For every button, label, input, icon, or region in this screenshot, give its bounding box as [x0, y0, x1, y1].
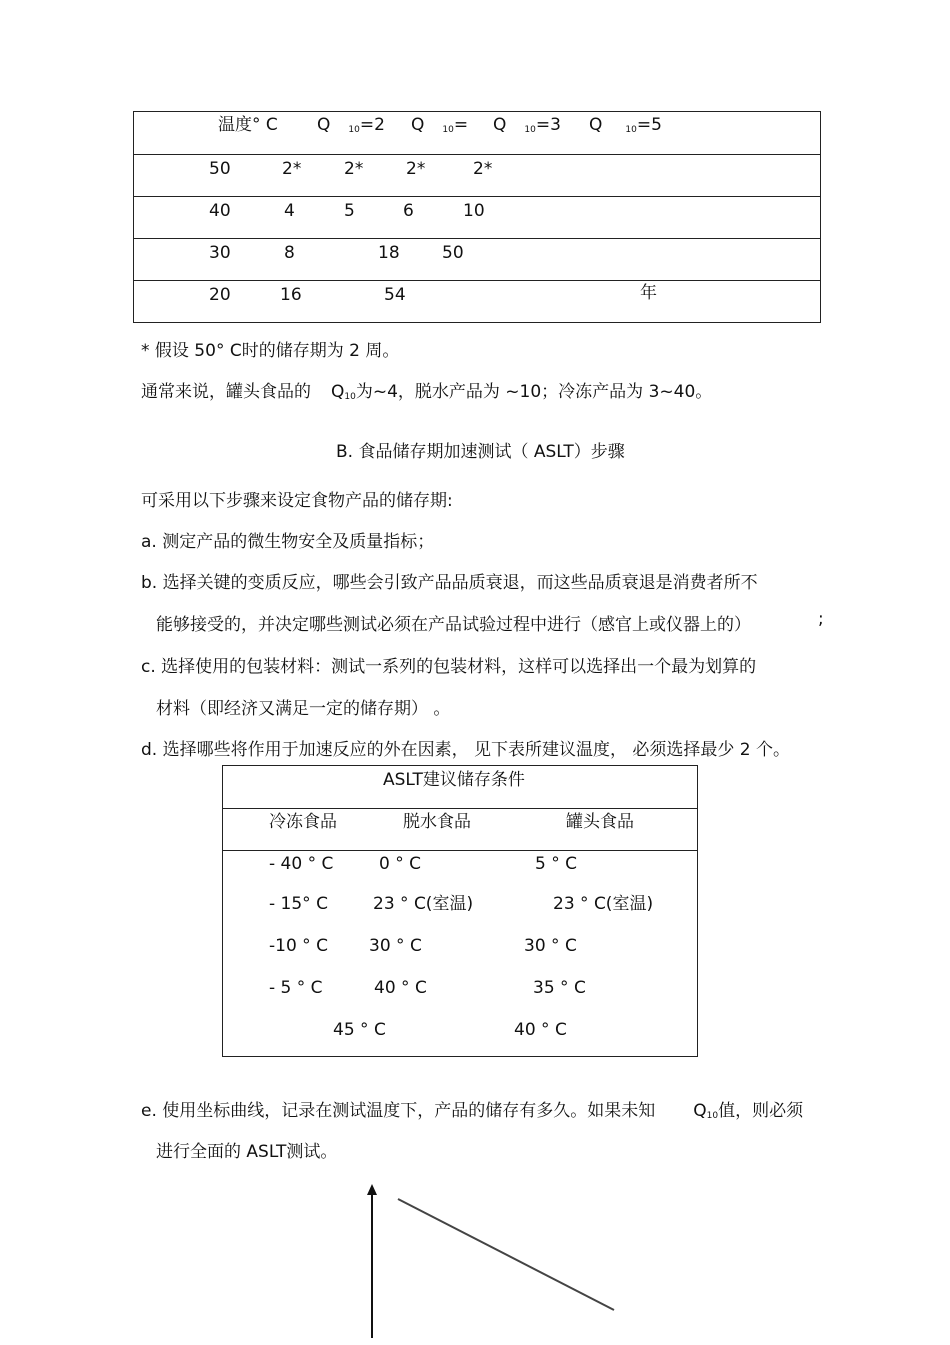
- table-divider: [223, 850, 697, 851]
- table-row: [134, 196, 820, 239]
- cell-value: 10: [463, 201, 485, 221]
- table-row: [134, 238, 820, 281]
- cell-value: 2*: [406, 159, 426, 179]
- header-q10-5: Q $_{10}$=5: [589, 115, 662, 135]
- cell-canned: 30 ° C: [524, 936, 577, 956]
- cell-value: 16: [280, 285, 302, 305]
- cell-canned: 35 ° C: [533, 978, 586, 998]
- header-temp: 温度° C: [218, 115, 278, 135]
- cell-dehydrated: 0 ° C: [379, 854, 421, 874]
- cell-temp: 40: [209, 201, 231, 221]
- header-canned: 罐头食品: [566, 812, 634, 832]
- cell-value: 18: [378, 243, 400, 263]
- cell-unit: 年: [640, 283, 657, 303]
- q10-table-header: [134, 112, 820, 154]
- cell-temp: 30: [209, 243, 231, 263]
- footnote: * 假设 50° C时的储存期为 2 周。: [141, 341, 400, 361]
- step-c-line1: c. 选择使用的包装材料：测试一系列的包装材料，这样可以选择出一个最为划算的: [141, 657, 757, 677]
- header-q10-3: Q $_{10}$=3: [493, 115, 561, 135]
- aslt-table-title: ASLT建议储存条件: [383, 770, 525, 790]
- cell-canned: 23 ° C(室温): [553, 894, 654, 914]
- cell-dehydrated: 40 ° C: [374, 978, 427, 998]
- header-q10-eq: Q $_{10}$=: [411, 115, 469, 135]
- table-row: [134, 154, 820, 197]
- cell-canned: 40 ° C: [514, 1020, 567, 1040]
- q10-note: 通常来说，罐头食品的 $Q_{10}$为~4，脱水产品为 ~10；冷冻产品为 3~40。: [141, 382, 713, 402]
- cell-value: 2*: [473, 159, 493, 179]
- cell-value: 2*: [282, 159, 302, 179]
- aslt-table: [222, 765, 698, 1057]
- step-d: d. 选择哪些将作用于加速反应的外在因素， 见下表所建议温度， 必须选择最少 2 个。: [141, 740, 791, 760]
- cell-value: 54: [384, 285, 406, 305]
- cell-dehydrated: 23 ° C(室温): [373, 894, 474, 914]
- cell-dehydrated: 30 ° C: [369, 936, 422, 956]
- cell-dehydrated: 45 ° C: [333, 1020, 386, 1040]
- step-b-end: ;: [818, 609, 824, 629]
- cell-frozen: - 5 ° C: [269, 978, 323, 998]
- cell-value: 4: [284, 201, 295, 221]
- header-frozen: 冷冻食品: [269, 812, 337, 832]
- cell-value: 5: [344, 201, 355, 221]
- y-axis-arrow-icon: [367, 1184, 377, 1195]
- step-e-line1: e. 使用坐标曲线，记录在测试温度下，产品的储存有多久。如果未知 $Q_{10}$值，则必须: [141, 1101, 804, 1121]
- step-b-line1: b. 选择关键的变质反应，哪些会引致产品品质衰退，而这些品质衰退是消费者所不: [141, 573, 758, 593]
- cell-temp: 50: [209, 159, 231, 179]
- header-dehydrated: 脱水食品: [403, 812, 471, 832]
- cell-frozen: - 40 ° C: [269, 854, 334, 874]
- cell-frozen: -10 ° C: [269, 936, 328, 956]
- cell-value: 8: [284, 243, 295, 263]
- cell-value: 50: [442, 243, 464, 263]
- step-e-line2: 进行全面的 ASLT测试。: [156, 1142, 338, 1162]
- storage-decay-plot: [360, 1180, 630, 1340]
- step-b-line2: 能够接受的，并决定哪些测试必须在产品试验过程中进行（感官上或仪器上的）: [156, 615, 751, 635]
- cell-value: 2*: [344, 159, 364, 179]
- cell-canned: 5 ° C: [535, 854, 577, 874]
- cell-value: 6: [403, 201, 414, 221]
- table-divider: [223, 808, 697, 809]
- decay-line: [398, 1199, 614, 1310]
- cell-temp: 20: [209, 285, 231, 305]
- section-title: B. 食品储存期加速测试（ ASLT）步骤: [336, 442, 625, 462]
- intro-text: 可采用以下步骤来设定食物产品的储存期:: [141, 491, 453, 511]
- step-c-line2: 材料（即经济又满足一定的储存期） 。: [156, 699, 451, 719]
- header-q10-2: Q $_{10}$=2: [317, 115, 385, 135]
- step-a: a. 测定产品的微生物安全及质量指标；: [141, 532, 435, 552]
- table-row: [134, 280, 820, 323]
- q10-table: [133, 111, 821, 323]
- cell-frozen: - 15° C: [269, 894, 328, 914]
